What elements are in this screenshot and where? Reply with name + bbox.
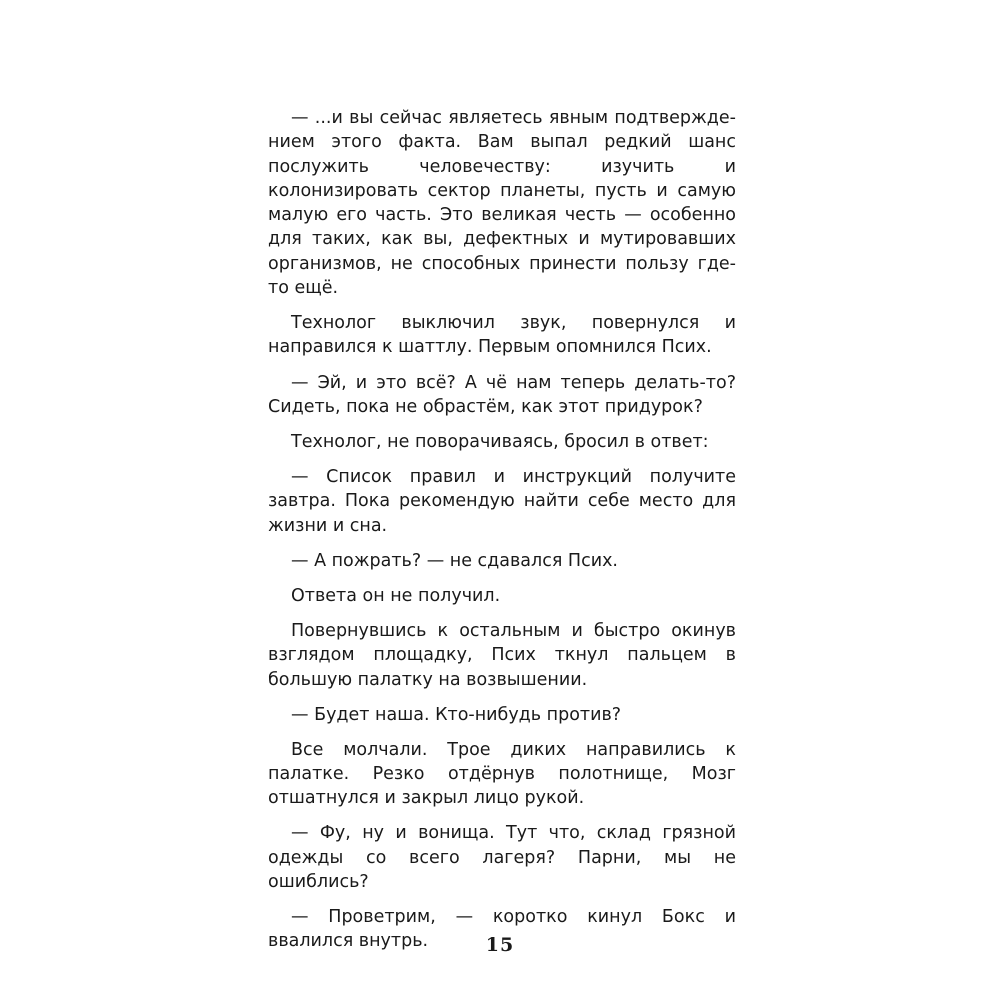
paragraph: — Фу, ну и вонища. Тут что, склад грязной одежды со всего лагеря? Парни, мы не ошиблись? [268,823,736,892]
paragraph: Все молчали. Трое диких направились к палатке. Резко отдёрнув полотнище, Мозг отшатнулся и закрыл лицо рукой. [268,739,736,809]
paragraph: Технолог, не поворачиваясь, бросил в ответ: [291,431,709,452]
paragraph: — Эй, и это всё? А чё нам теперь делать-то? Сидеть, пока не обрастём, как этот придурок? [268,372,736,417]
paragraph: — Будет наша. Кто-нибудь против? [291,704,622,725]
paragraph: — Проветрим, — коротко кинул Бокс и ввалился внутрь. [268,907,736,952]
paragraph: Технолог выключил звук, повернулся и направился к шаттлу. Первым опомнился Псих. [268,313,736,358]
paragraph: Ответа он не получил. [291,585,501,606]
paragraph: — ...и вы сейчас являетесь явным подтверждением этого факта. Вам выпал редкий шанс послужить человечеству: изучить и колонизировать сектор планеты, пусть и самую малую его часть. Это великая честь — особенно для таких, как вы, дефектных и мутировавших организмов, не способных принести пользу где-то ещё. [268,108,736,299]
paragraph: Повернувшись к остальным и быстро окинув взглядом площадку, Псих ткнул пальцем в большую палатку на возвышении. [268,620,736,690]
paragraph: — Список правил и инструкций получите завтра. Пока рекомендую найти себе место для жизни и сна. [268,467,736,536]
body-text [268,106,736,964]
page-number: 15 [485,934,515,956]
paragraph: — А пожрать? — не сдавался Псих. [291,550,618,571]
